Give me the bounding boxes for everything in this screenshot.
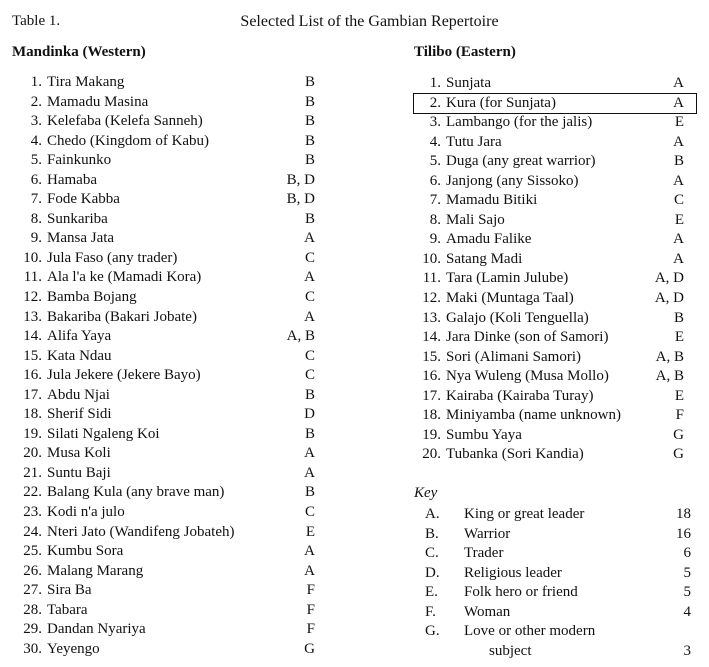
item-category-code: A — [304, 464, 315, 481]
list-item — [414, 191, 696, 211]
list-item — [12, 425, 322, 445]
item-number: 14. — [23, 328, 42, 345]
item-number: 12. — [422, 290, 441, 307]
key-label: King or great leader — [464, 506, 585, 522]
item-number: 30. — [23, 640, 42, 657]
key-label: Warrior — [464, 525, 511, 542]
item-name: Suntu Baji — [47, 464, 111, 481]
item-category-code: E — [674, 114, 684, 131]
item-category-code: C — [304, 504, 315, 521]
item-number: 11. — [422, 270, 441, 287]
list-item — [12, 483, 322, 503]
item-name: Kelefaba (Kelefa Sanneh) — [47, 113, 203, 130]
list-item — [12, 308, 322, 328]
key-item — [414, 622, 696, 642]
list-item — [12, 93, 322, 113]
key-count: 6 — [683, 545, 691, 562]
list-item — [414, 289, 696, 309]
item-name: Jula Faso (any trader) — [47, 249, 178, 266]
item-number: 8. — [429, 211, 441, 228]
item-name: Kura (for Sunjata) — [446, 94, 556, 111]
table-title: Selected List of the Gambian Repertoire — [240, 13, 499, 30]
item-number: 19. — [23, 425, 42, 442]
item-number: 1. — [30, 74, 42, 90]
item-category-code: A — [304, 308, 315, 325]
item-category-code: D — [304, 406, 315, 423]
key-list — [414, 505, 696, 661]
item-name: Tabara — [47, 601, 88, 618]
key-label: Religious leader — [464, 564, 562, 581]
key-label: Folk hero or friend — [464, 584, 578, 601]
item-number: 28. — [23, 601, 42, 618]
item-name: Hamaba — [47, 171, 97, 188]
item-number: 15. — [23, 347, 42, 364]
item-number: 12. — [23, 289, 42, 306]
item-number: 22. — [23, 484, 42, 501]
key-count: 4 — [683, 603, 691, 620]
key-item — [414, 564, 696, 584]
key-item-continuation — [414, 642, 696, 662]
item-number: 3. — [429, 114, 441, 131]
item-category-code: A — [673, 94, 684, 111]
item-name: Jara Dinke (son of Samori) — [446, 329, 609, 346]
item-name: Sunkariba — [47, 210, 108, 227]
list-item — [414, 113, 696, 133]
item-number: 14. — [422, 329, 441, 346]
item-name: Galajo (Koli Tenguella) — [446, 309, 589, 326]
key-letter: G. — [425, 623, 440, 640]
list-item — [12, 151, 322, 171]
list-item — [414, 328, 696, 348]
item-number: 6. — [429, 172, 441, 189]
item-name: Sherif Sidi — [47, 406, 112, 423]
item-category-code: F — [675, 407, 684, 424]
item-name: Kumbu Sora — [47, 543, 124, 560]
item-name: Kairaba (Kairaba Turay) — [446, 387, 594, 404]
list-item — [414, 211, 696, 231]
item-number: 24. — [23, 523, 42, 540]
item-name: Satang Madi — [446, 250, 523, 267]
item-category-code: B, D — [286, 191, 315, 208]
tilibo-list — [414, 74, 696, 465]
item-number: 27. — [23, 582, 42, 599]
key-count: 5 — [683, 564, 691, 581]
key-letter: E. — [425, 584, 438, 601]
item-name: Musa Koli — [47, 445, 111, 462]
item-category-code: F — [306, 601, 315, 618]
list-item — [414, 367, 696, 387]
key-item — [414, 544, 696, 564]
list-item — [12, 464, 322, 484]
item-number: 2. — [429, 94, 441, 111]
item-name: Sunjata — [446, 75, 491, 91]
item-name: Sori (Alimani Samori) — [446, 348, 581, 365]
item-category-code: B — [304, 74, 315, 90]
list-item — [414, 94, 696, 114]
item-category-code: A — [673, 231, 684, 248]
list-item — [12, 640, 322, 660]
list-item — [12, 405, 322, 425]
list-item — [12, 112, 322, 132]
item-number: 7. — [30, 191, 42, 208]
list-item — [414, 230, 696, 250]
item-category-code: F — [306, 582, 315, 599]
key-count: 16 — [676, 525, 691, 542]
list-item — [12, 386, 322, 406]
item-name: Nteri Jato (Wandifeng Jobateh) — [47, 523, 235, 540]
item-name: Bakariba (Bakari Jobate) — [47, 308, 197, 325]
list-item — [12, 288, 322, 308]
list-item — [12, 444, 322, 464]
item-number: 2. — [30, 93, 42, 110]
item-name: Abdu Njai — [47, 386, 110, 403]
item-number: 4. — [30, 132, 42, 149]
key-letter: B. — [425, 525, 439, 542]
item-category-code: A — [673, 133, 684, 150]
item-name: Miniyamba (name unknown) — [446, 407, 621, 424]
item-number: 13. — [422, 309, 441, 326]
item-number: 6. — [30, 171, 42, 188]
list-item — [12, 229, 322, 249]
item-number: 26. — [23, 562, 42, 579]
key-letter: D. — [425, 564, 440, 581]
item-name: Silati Ngaleng Koi — [47, 425, 160, 442]
item-category-code: C — [304, 289, 315, 306]
key-count: 18 — [676, 506, 691, 522]
item-name: Sira Ba — [47, 582, 92, 599]
item-category-code: F — [306, 621, 315, 638]
item-name: Amadu Falike — [446, 231, 532, 248]
item-name: Duga (any great warrior) — [446, 153, 596, 170]
key-label: Woman — [464, 603, 511, 620]
item-category-code: A — [304, 562, 315, 579]
item-number: 1. — [429, 75, 441, 91]
list-item — [12, 73, 322, 93]
list-item — [414, 74, 696, 94]
list-item — [12, 347, 322, 367]
list-item — [414, 250, 696, 270]
list-item — [12, 249, 322, 269]
mandinka-heading: Mandinka (Western) — [12, 44, 146, 60]
list-item — [414, 426, 696, 446]
item-number: 18. — [422, 407, 441, 424]
list-item — [12, 620, 322, 640]
list-item — [414, 309, 696, 329]
item-number: 5. — [30, 152, 42, 169]
item-name: Balang Kula (any brave man) — [47, 484, 225, 501]
item-name: Ala l'a ke (Mamadi Kora) — [47, 269, 202, 286]
key-count: 5 — [683, 584, 691, 601]
item-category-code: B — [304, 484, 315, 501]
key-item — [414, 583, 696, 603]
list-item — [414, 152, 696, 172]
item-number: 7. — [429, 192, 441, 209]
item-name: Mamadu Masina — [47, 93, 149, 110]
item-name: Tutu Jara — [446, 133, 502, 150]
list-item — [12, 171, 322, 191]
item-number: 11. — [23, 269, 42, 286]
key-count: 3 — [683, 642, 691, 659]
list-item — [414, 387, 696, 407]
item-category-code: B — [304, 425, 315, 442]
item-category-code: C — [304, 347, 315, 364]
item-number: 17. — [422, 387, 441, 404]
key-label: Trader — [464, 545, 504, 562]
item-category-code: A — [304, 269, 315, 286]
item-category-code: A, D — [654, 290, 684, 307]
item-category-code: B — [304, 210, 315, 227]
item-number: 9. — [429, 231, 441, 248]
list-item — [12, 601, 322, 621]
item-number: 29. — [23, 621, 42, 638]
item-name: Tubanka (Sori Kandia) — [446, 446, 584, 463]
key-label: Love or other modern — [464, 623, 596, 640]
item-name: Dandan Nyariya — [47, 621, 146, 638]
item-number: 23. — [23, 504, 42, 521]
item-number: 21. — [23, 464, 42, 481]
item-category-code: B — [304, 152, 315, 169]
item-category-code: A — [304, 543, 315, 560]
item-number: 13. — [23, 308, 42, 325]
item-name: Mamadu Bitiki — [446, 192, 538, 209]
item-category-code: B, D — [286, 171, 315, 188]
list-item — [414, 133, 696, 153]
list-item — [414, 269, 696, 289]
key-label: subject — [489, 642, 532, 659]
item-number: 19. — [422, 426, 441, 443]
item-number: 16. — [23, 367, 42, 384]
item-name: Tara (Lamin Julube) — [446, 270, 569, 287]
item-name: Tira Makang — [47, 74, 125, 90]
list-item — [414, 348, 696, 368]
key-heading: Key — [414, 485, 438, 501]
key-letter: A. — [425, 506, 440, 522]
item-name: Lambango (for the jalis) — [446, 114, 593, 131]
item-name: Mansa Jata — [47, 230, 115, 247]
key-item — [414, 505, 696, 525]
item-number: 17. — [23, 386, 42, 403]
item-category-code: C — [304, 367, 315, 384]
item-category-code: G — [673, 426, 684, 443]
item-number: 25. — [23, 543, 42, 560]
item-number: 3. — [30, 113, 42, 130]
item-number: 4. — [429, 133, 441, 150]
item-name: Maki (Muntaga Taal) — [446, 290, 574, 307]
item-category-code: C — [304, 249, 315, 266]
item-category-code: B — [304, 386, 315, 403]
list-item — [12, 268, 322, 288]
item-category-code: A, B — [655, 368, 684, 385]
list-item — [414, 172, 696, 192]
item-name: Alifa Yaya — [47, 328, 112, 345]
item-number: 20. — [23, 445, 42, 462]
item-name: Kata Ndau — [47, 347, 112, 364]
item-number: 10. — [422, 250, 441, 267]
item-name: Malang Marang — [47, 562, 144, 579]
item-name: Janjong (any Sissoko) — [446, 172, 579, 189]
key-letter: F. — [425, 603, 436, 620]
item-category-code: G — [304, 640, 315, 657]
item-name: Sumbu Yaya — [446, 426, 522, 443]
item-name: Fainkunko — [47, 152, 112, 169]
item-name: Bamba Bojang — [47, 289, 137, 306]
item-number: 15. — [422, 348, 441, 365]
item-name: Yeyengo — [47, 640, 100, 657]
item-category-code: E — [674, 387, 684, 404]
item-category-code: B — [304, 113, 315, 130]
item-category-code: A, D — [654, 270, 684, 287]
list-item — [12, 523, 322, 543]
list-item — [12, 327, 322, 347]
key-letter: C. — [425, 545, 439, 562]
item-category-code: A — [673, 75, 684, 91]
item-number: 8. — [30, 210, 42, 227]
list-item — [414, 406, 696, 426]
list-item — [12, 581, 322, 601]
list-item — [12, 562, 322, 582]
item-category-code: E — [674, 329, 684, 346]
item-category-code: A, B — [655, 348, 684, 365]
mandinka-list — [12, 73, 322, 659]
item-number: 10. — [23, 249, 42, 266]
item-name: Chedo (Kingdom of Kabu) — [47, 132, 210, 149]
item-category-code: B — [673, 309, 684, 326]
item-number: 20. — [422, 446, 441, 463]
item-category-code: E — [305, 523, 315, 540]
item-category-code: C — [673, 192, 684, 209]
key-item — [414, 525, 696, 545]
list-item — [12, 190, 322, 210]
item-category-code: A — [673, 250, 684, 267]
key-item — [414, 603, 696, 623]
item-number: 16. — [422, 368, 441, 385]
item-category-code: A — [304, 445, 315, 462]
item-category-code: A — [673, 172, 684, 189]
list-item — [12, 503, 322, 523]
item-name: Fode Kabba — [47, 191, 120, 208]
list-item — [12, 210, 322, 230]
item-name: Mali Sajo — [446, 211, 505, 228]
list-item — [12, 542, 322, 562]
item-category-code: B — [304, 93, 315, 110]
item-number: 5. — [429, 153, 441, 170]
item-name: Kodi n'a julo — [47, 504, 125, 521]
item-name: Jula Jekere (Jekere Bayo) — [47, 367, 201, 384]
tilibo-heading: Tilibo (Eastern) — [414, 44, 516, 60]
item-category-code: E — [674, 211, 684, 228]
item-category-code: B — [673, 153, 684, 170]
item-category-code: G — [673, 446, 684, 463]
item-name: Nya Wuleng (Musa Mollo) — [446, 368, 609, 385]
table-label: Table 1. — [12, 13, 61, 29]
item-category-code: A, B — [286, 328, 315, 345]
item-number: 9. — [30, 230, 42, 247]
item-number: 18. — [23, 406, 42, 423]
list-item — [414, 445, 696, 465]
list-item — [12, 366, 322, 386]
list-item — [12, 132, 322, 152]
item-category-code: B — [304, 132, 315, 149]
item-category-code: A — [304, 230, 315, 247]
